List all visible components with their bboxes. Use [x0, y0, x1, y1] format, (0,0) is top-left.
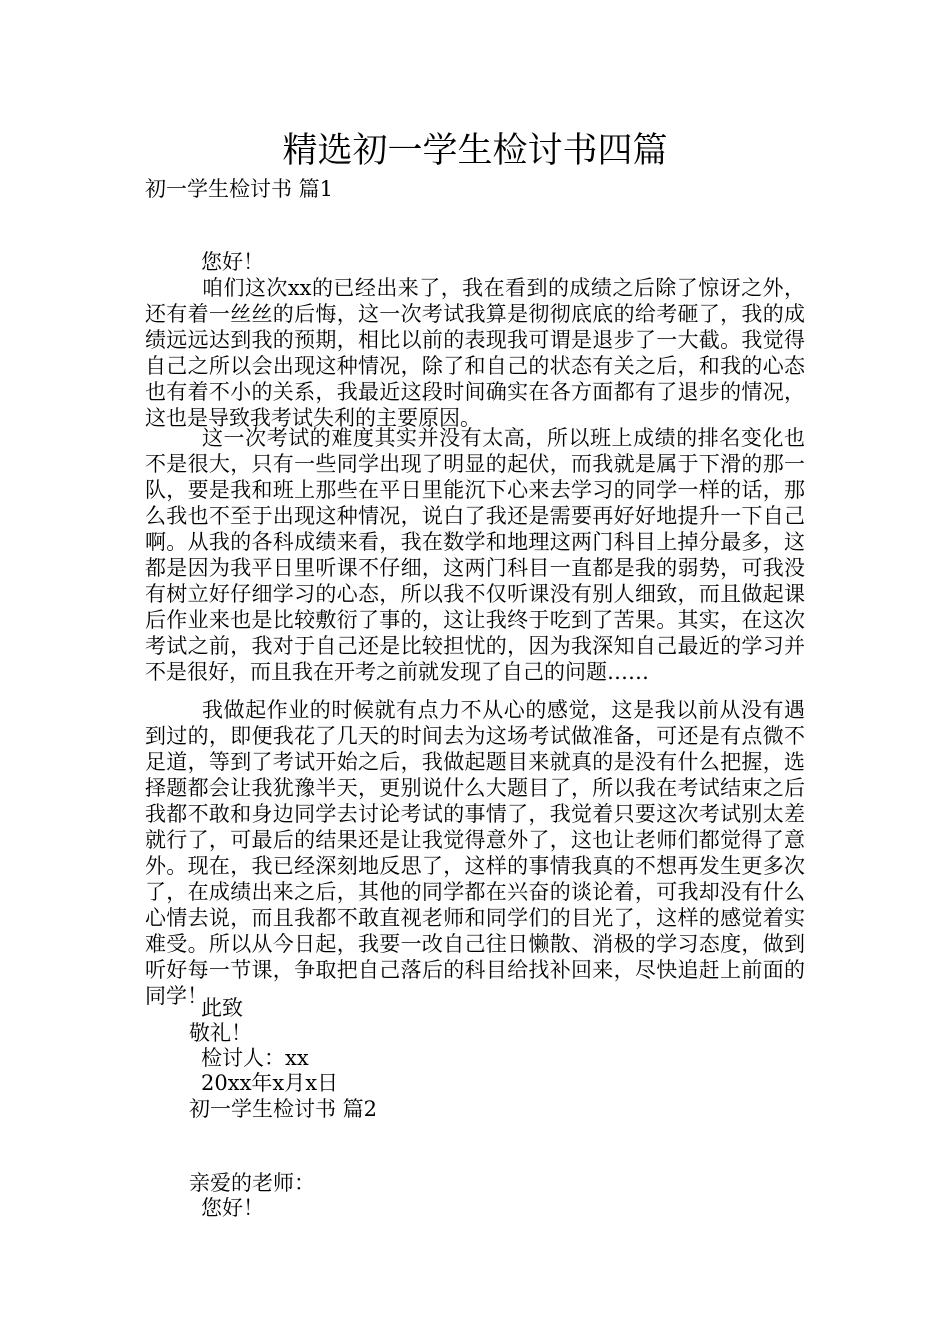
section-1-paragraph-2: 这一次考试的难度其实并没有太高，所以班上成绩的排名变化也不是很大，只有一些同学出现了明显的起伏，而我就是属于下滑的那一队，要是我和班上那些在平日里能沉下心来去学习的同学一样的话，那么我也不至于出现这种情况，说白了我还是需要再好好地提升一下自己啊。从我的各科成绩来看，我在数学和地理这两门科目上掉分最多，这都是因为我平日里听课不仔细，这两门科目一直都是我的弱势，可我没有树立好仔细学习的心态，所以我不仅听课没有别人细致，而且做起课后作业来也是比较敷衍了事的，这让我终于吃到了苦果。其实，在这次考试之前，我对于自己还是比较担忧的，因为我深知自己最近的学习并不是很好，而且我在开考之前就发现了自己的问题…… — [145, 426, 805, 684]
section-2-greeting: 您好！ — [201, 1196, 264, 1220]
section-2-salutation: 亲爱的老师： — [189, 1171, 315, 1195]
signer: 检讨人：xx — [201, 1046, 309, 1070]
section-1-heading: 初一学生检讨书 篇1 — [145, 177, 334, 201]
closing-ci-zhi: 此致 — [201, 996, 243, 1020]
closing-jing-li: 敬礼！ — [189, 1021, 252, 1045]
date: 20xx年x月x日 — [201, 1071, 339, 1095]
document-title: 精选初一学生检讨书四篇 — [282, 131, 668, 171]
section-1-paragraph-3: 我做起作业的时候就有点力不从心的感觉，这是我以前从没有遇到过的，即便我花了几天的时间去为这场考试做准备，可还是有点微不足道，等到了考试开始之后，我做起题目来就真的是没有什么把握，选择题都会让我犹豫半天，更别说什么大题目了，所以我在考试结束之后我都不敢和身边同学去讨论考试的事情了，我觉着只要这次考试别太差就行了，可最后的结果还是让我觉得意外了，这也让老师们都觉得了意外。现在，我已经深刻地反思了，这样的事情我真的不想再发生更多次了，在成绩出来之后，其他的同学都在兴奋的谈论着，可我却没有什么心情去说，而且我都不敢直视老师和同学们的目光了，这样的感觉着实难受。所以从今日起，我要一改自己往日懒散、消极的学习态度，做到听好每一节课，争取把自己落后的科目给找补回来，尽快追赶上前面的同学！ — [145, 698, 805, 1008]
section-2-heading: 初一学生检讨书 篇2 — [189, 1097, 378, 1121]
section-1-greeting: 您好！ — [201, 250, 264, 274]
section-1-paragraph-1: 咱们这次xx的已经出来了，我在看到的成绩之后除了惊讶之外，还有着一丝丝的后悔，这一次考试我算是彻彻底底的给考砸了，我的成绩远远达到我的预期，相比以前的表现我可谓是退步了一大截。我觉得自己之所以会出现这种情况，除了和自己的状态有关之后，和我的心态也有着不小的关系，我最近这段时间确实在各方面都有了退步的情况，这也是导致我考试失利的主要原因。 — [145, 276, 805, 430]
